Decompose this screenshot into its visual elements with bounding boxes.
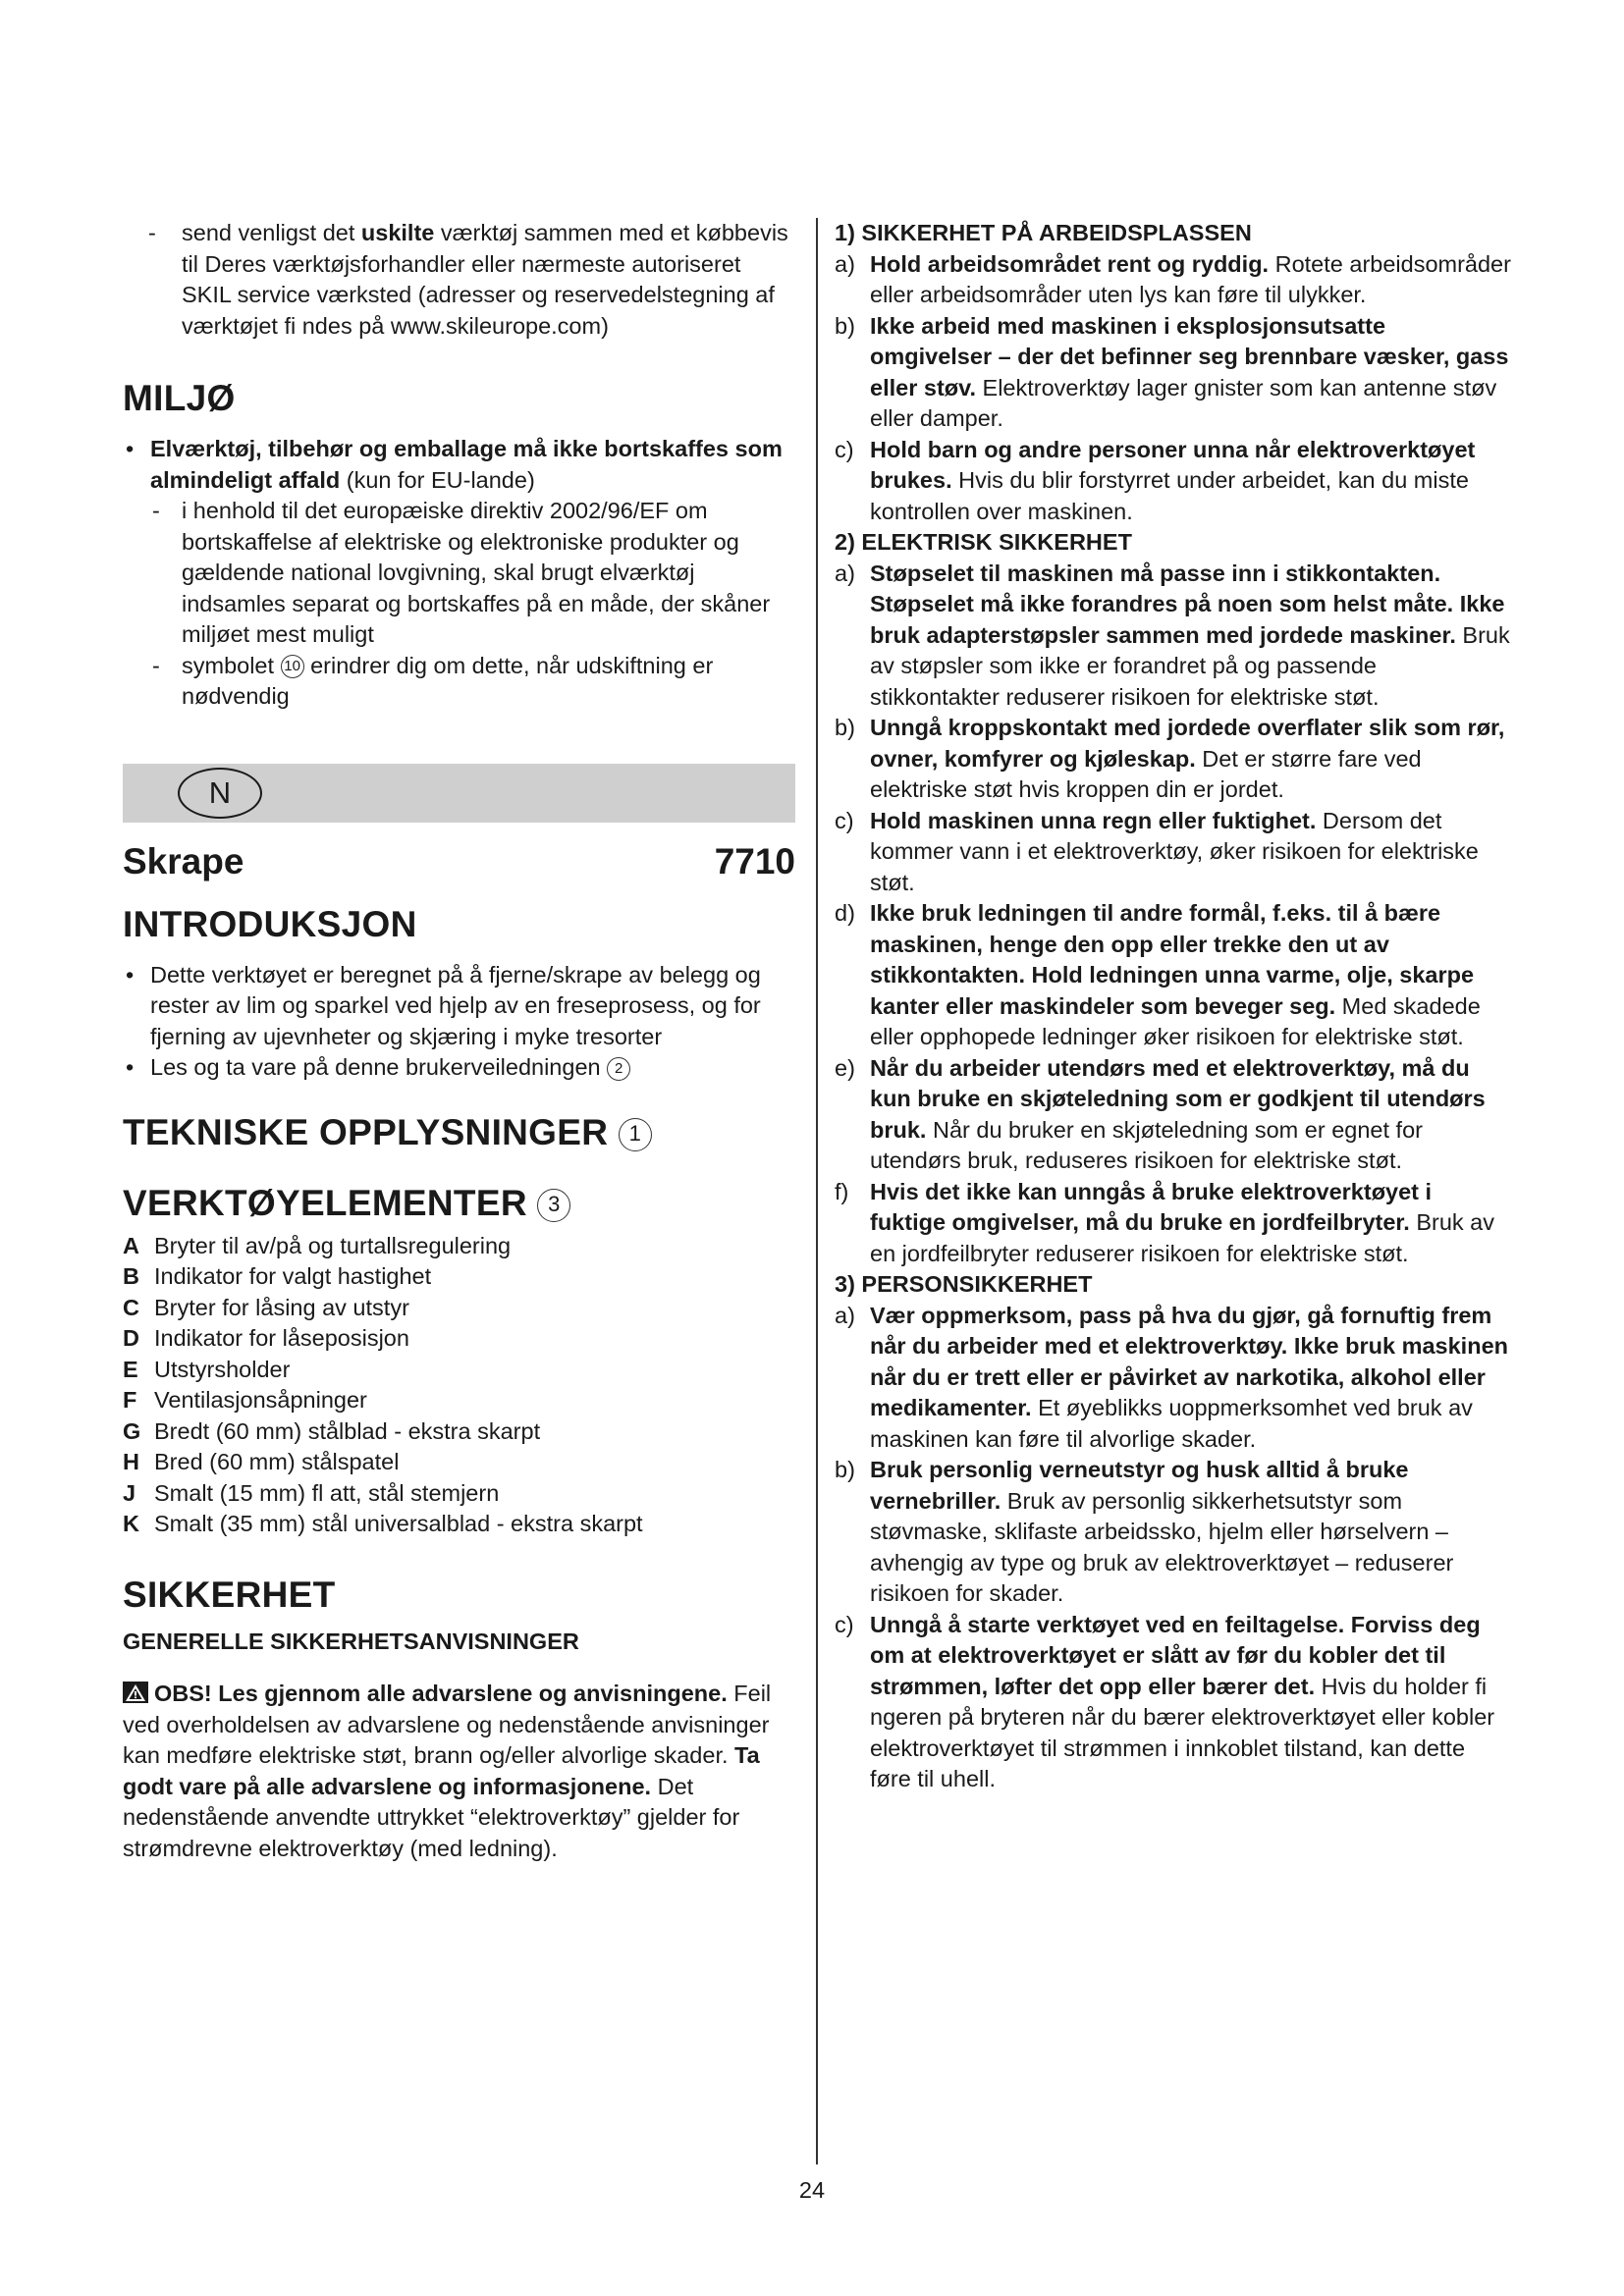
list-item (123, 1261, 795, 1293)
country-banner (123, 764, 795, 823)
item-text: Indikator for valgt hastighet (154, 1263, 432, 1289)
item-bold: Vær oppmerksom, pass på hva du gjør, gå fornuftig frem når du arbeider med et elektroverktøy. Ikke bruk maskinen når du er trett eller er påvirket av narkotika, alkohol eller medikamenter. (870, 1302, 1508, 1420)
warning-text-2: Det nedenstående anvendte uttrykket “elektroverktøy” gjelder for strømdrevne elektroverktøy (med ledning). (123, 1773, 740, 1861)
item-letter: C (123, 1294, 139, 1320)
item-bold: Hold maskinen unna regn eller fuktighet. (870, 807, 1317, 833)
item-letter: c) (835, 1611, 854, 1637)
tekniske-heading (123, 1111, 795, 1154)
general-safety-subheading: GENERELLE SIKKERHETSANVISNINGER (123, 1628, 579, 1654)
item-text: Rotete arbeidsområder eller arbeidsområder uten lys kan føre til ulykker. (870, 250, 1511, 307)
safety-item (835, 1177, 1512, 1270)
item-letter: f) (835, 1178, 849, 1204)
tekniske-symbol-ref: 1 (619, 1118, 652, 1151)
country-code-oval: N (178, 768, 262, 819)
list-item (123, 1355, 795, 1386)
item-bold: Ikke arbeid med maskinen i eksplosjonsutsatte omgivelser – der det befinner seg brennbare væsker, gass eller støv. (870, 312, 1509, 400)
item-letter: b) (835, 715, 855, 740)
section-1-heading: 1) SIKKERHET PÅ ARBEIDSPLASSEN (835, 220, 1252, 245)
miljo-dash-1 (123, 496, 795, 651)
item-text: Bred (60 mm) stålspatel (154, 1449, 400, 1474)
safety-item (835, 713, 1512, 806)
verktoy-heading-text: VERKTØYELEMENTER (123, 1182, 538, 1223)
safety-item (835, 559, 1512, 714)
recycle-symbol-ref: 10 (281, 655, 304, 678)
item-letter: a) (835, 1302, 855, 1328)
miljo-heading: MILJØ (123, 378, 236, 418)
verktoy-heading (123, 1182, 795, 1225)
miljo-bullet-normal: (kun for EU-lande) (340, 466, 535, 493)
list-item (123, 1478, 795, 1510)
miljo-bullet (123, 434, 795, 496)
right-column (835, 218, 1512, 1795)
item-text: Elektroverktøy lager gnister som kan antenne støv eller damper. (870, 374, 1497, 431)
item-text: Bruk av støpsler som ikke er forandret på og passende stikkontakter reduserer risikoen for elektriske støt. (870, 621, 1510, 710)
item-letter: c) (835, 807, 854, 833)
safety-item (835, 1455, 1512, 1610)
item-text: Indikator for låseposisjon (154, 1325, 409, 1351)
safety-item (835, 1610, 1512, 1795)
item-letter: J (123, 1479, 136, 1506)
item-letter: A (123, 1232, 139, 1258)
item-bold: Unngå å starte verktøyet ved en feiltagelse. Forviss deg om at elektroverktøyet er slått av før du kobler det til strømmen, løfter det opp eller bærer det. (870, 1611, 1481, 1699)
safety-item (835, 435, 1512, 528)
warning-paragraph (123, 1679, 795, 1864)
list-item (123, 1385, 795, 1416)
sikkerhet-heading: SIKKERHET (123, 1574, 336, 1615)
left-column (123, 218, 795, 1864)
intro-bullet-1 (123, 960, 795, 1053)
item-text: Hvis du blir forstyrret under arbeidet, kan du miste kontrollen over maskinen. (870, 467, 1469, 524)
product-name: Skrape (123, 840, 244, 881)
item-text: Bryter for låsing av utstyr (154, 1294, 409, 1320)
intro-heading: INTRODUKSJON (123, 903, 417, 944)
tekniske-heading-text: TEKNISKE OPPLYSNINGER (123, 1111, 619, 1152)
item-bold: Når du arbeider utendørs med et elektroverktøy, må du kun bruke en skjøteledning som er godkjent til utendørs bruk. (870, 1054, 1486, 1143)
dash-marker: - (148, 220, 156, 245)
item-text: Dersom det kommer vann i et elektroverktøy, øker risikoen for elektriske støt. (870, 807, 1479, 895)
bullet-marker: • (126, 1054, 135, 1080)
item-text: Ventilasjonsåpninger (154, 1387, 367, 1413)
column-divider (816, 218, 818, 2164)
item-letter: b) (835, 312, 855, 339)
miljo-dash-2 (123, 651, 795, 713)
item-text: Bruk av personlig sikkerhetsutstyr som støvmaske, sklifaste arbeidssko, hjelm eller hørselvern – avhengig av type og bruk av elektroverktøyet – reduserer risikoen for skader. (870, 1487, 1454, 1606)
item-bold: Ikke bruk ledningen til andre formål, f.eks. til å bære maskinen, henge den opp eller trekke den ut av stikkontakten. Hold ledningen unna varme, olje, skarpe kanter eller maskindeler som beveger seg. (870, 900, 1475, 1019)
miljo-dash-1-text: i henhold til det europæiske direktiv 2002/96/EF om bortskaffelse af elektriske og elektroniske produkter og gældende national lovgivning, skal brugt elværktøj indsamles separat og bortskaffes på en måde, der skåner miljøet mest muligt (182, 498, 771, 647)
bullet-marker: • (126, 436, 135, 461)
bullet-marker: • (126, 961, 135, 988)
list-item (123, 1231, 795, 1262)
item-letter: a) (835, 250, 855, 277)
item-text: Det er større fare ved elektriske støt hvis kroppen din er jordet. (870, 745, 1422, 802)
item-letter: F (123, 1387, 137, 1413)
item-text: Et øyeblikks uoppmerksomhet ved bruk av maskinen kan føre til alvorlige skader. (870, 1395, 1473, 1452)
item-letter: b) (835, 1457, 855, 1482)
item-bold: Hold barn og andre personer unna når elektroverktøyet brukes. (870, 436, 1476, 493)
miljo-bullet-bold: Elværktøj, tilbehør og emballage må ikke bortskaffes som almindeligt affald (150, 436, 783, 493)
intro-bullet-1-text: Dette verktøyet er beregnet på å fjerne/skrape av belegg og rester av lim og sparkel ved hjelp av en freseprosess, og for fjerning av ujevnheter og skjæring i myke tresorter (150, 961, 761, 1049)
item-bold: Hvis det ikke kan unngås å bruke elektroverktøyet i fuktige omgivelser, må du bruke en jordfeilbryter. (870, 1178, 1433, 1235)
item-letter: B (123, 1263, 139, 1289)
miljo-dash-2-post: erindrer dig om dette, når udskiftning er nødvendig (182, 652, 714, 709)
manual-symbol-ref: 2 (607, 1057, 630, 1081)
intro-bullet-2-text: Les og ta vare på denne brukerveiledningen (150, 1054, 608, 1080)
item-text: Når du bruker en skjøteledning som er egnet for utendørs bruk, reduseres risikoen for elektriske støt. (870, 1116, 1423, 1173)
safety-item (835, 806, 1512, 899)
warning-bold-1: OBS! Les gjennom alle advarslene og anvisningene. (154, 1681, 728, 1706)
item-letter: K (123, 1511, 139, 1536)
return-tool-dash-item (123, 218, 795, 342)
item-letter: E (123, 1356, 138, 1382)
item-text: Bruk av en jordfeilbryter reduserer risikoen for elektriske støt. (870, 1209, 1494, 1266)
item-letter: H (123, 1449, 139, 1474)
warning-triangle-icon (123, 1682, 148, 1703)
item-letter: e) (835, 1054, 855, 1081)
item-text: Bredt (60 mm) stålblad - ekstra skarpt (154, 1417, 541, 1444)
intro-bullet-2 (123, 1052, 795, 1084)
dash-text-post: værktøj sammen med et købbevis til Deres værktøjsforhandler eller nærmeste autoriseret SKIL service værksted (adresser og reservedelstegning af værktøjet fi ndes på www.skileurope.com) (182, 220, 788, 339)
dash-text-bold: uskilte (360, 220, 435, 245)
dash-marker: - (152, 498, 160, 523)
item-bold: Støpselet til maskinen må passe inn i stikkontakten. Støpselet må ikke forandres på noen som helst måte. Ikke bruk adapterstøpsler sammen med jordede maskiner. (870, 560, 1505, 648)
dash-marker: - (152, 652, 160, 678)
list-item (123, 1323, 795, 1355)
item-text: Bryter til av/på og turtallsregulering (154, 1232, 512, 1258)
section-2-heading: 2) ELEKTRISK SIKKERHET (835, 529, 1132, 555)
item-letter: a) (835, 560, 855, 586)
tool-elements-list (123, 1231, 795, 1540)
item-bold: Unngå kroppskontakt med jordede overflater slik som rør, ovner, komfyrer og kjøleskap. (870, 715, 1505, 772)
warning-bold-2: Ta godt vare på alle advarslene og informasjonene. (123, 1742, 760, 1799)
safety-item (835, 1301, 1512, 1456)
item-text: Hvis du holder fi ngeren på bryteren når du bærer elektroverktøyet eller kobler elektroverktøyet til strømmen i innkoblet tilstand, kan dette føre til uhell. (870, 1673, 1495, 1791)
safety-item (835, 311, 1512, 435)
warning-text-1: Feil ved overholdelsen av advarslene og nedenstående anvisninger kan medføre elektriske støt, brann og/eller alvorlige skader. (123, 1681, 772, 1768)
list-item (123, 1293, 795, 1324)
product-model: 7710 (714, 840, 795, 881)
item-bold: Bruk personlig verneutstyr og husk alltid å bruke vernebriller. (870, 1457, 1409, 1514)
item-bold: Hold arbeidsområdet rent og ryddig. (870, 250, 1270, 277)
safety-item (835, 898, 1512, 1053)
item-letter: d) (835, 900, 855, 926)
item-text: Smalt (35 mm) stål universalblad - ekstra skarpt (154, 1511, 643, 1536)
item-text: Med skadede eller opphopede ledninger øker risikoen for elektriske støt. (870, 992, 1481, 1049)
safety-item (835, 1053, 1512, 1177)
list-item (123, 1509, 795, 1540)
page-number: 24 (798, 2177, 826, 2203)
miljo-dash-2-pre: symbolet (182, 652, 281, 678)
verktoy-symbol-ref: 3 (537, 1189, 570, 1222)
product-title-row (123, 840, 795, 883)
item-letter: D (123, 1325, 139, 1351)
item-letter: c) (835, 436, 854, 462)
item-text: Smalt (15 mm) fl att, stål stemjern (154, 1479, 500, 1506)
item-letter: G (123, 1417, 141, 1444)
safety-item (835, 249, 1512, 311)
dash-text-pre: send venligst det (182, 220, 361, 245)
list-item (123, 1447, 795, 1478)
section-3-heading: 3) PERSONSIKKERHET (835, 1271, 1093, 1297)
item-text: Utstyrsholder (154, 1356, 291, 1382)
list-item (123, 1416, 795, 1448)
